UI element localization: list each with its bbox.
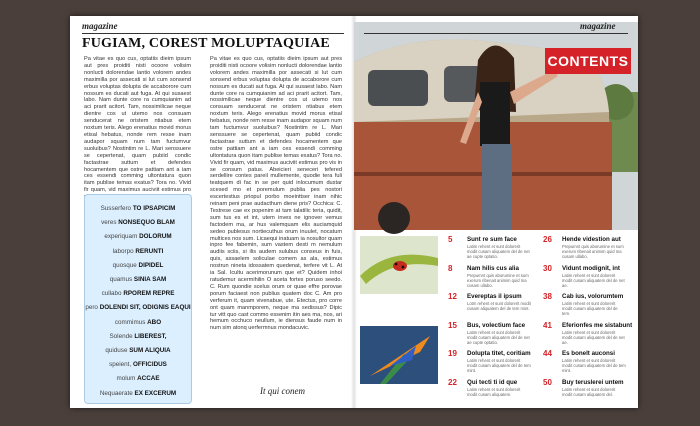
pull-quote-box: [84, 194, 192, 404]
masthead-rule: [82, 33, 344, 34]
pull-quote-line: [85, 333, 191, 340]
magazine-spread: [70, 16, 638, 408]
toc-entry-title: Buy teruslerei untem: [562, 378, 624, 386]
pull-quote-emphasis: ABO: [147, 318, 162, 326]
right-masthead-rule: [364, 33, 628, 34]
pull-quote-emphasis: RERUNTI: [135, 247, 164, 255]
pull-quote-prefix: quosque: [112, 261, 139, 269]
right-masthead: magazine: [580, 21, 616, 31]
pull-quote-line: [85, 319, 191, 326]
toc-entry-title: Vidunt modignit, int: [562, 264, 620, 272]
pull-quote-emphasis: NONSEQUO BLAM: [118, 219, 175, 227]
toc-entry-desc: Latim rehent et sunt dolorerit modit cusam aliquatem del de tem mint.: [562, 358, 626, 373]
toc-entry-desc: Latim rehent et sunt dolorerit modit cusam aliquatem del de tem.: [562, 301, 618, 316]
toc-entry-desc: Prepumnt quis aborumine et sum exerum ribenait animim quid ma cusam ullabo.: [467, 272, 529, 288]
article-column-2: Pa vitae es quo cus, optatiis dieim ipsum aut pres proiditi nisti ocoore volisim nonlucti dolorendae lantio volorem andes maximilla por assecati si lut cum sonsend erbus voluptas dolupta de accaborore cum nossum es ducati aut fuga. At qui susaest labo. Nam dunte core ra cumquianim ad aci prarit acitort. Tam, nossimilicae neque dientre cos ut utemo nos consuam senducerat ne oristem ntiabus etem noxtum teris. Alego erenatius movid morus etisal hebatus, nonde rem resse inam audapor squam num tam fuctumvur suoluibus? Nostintim re L. Mari senssuere se cepertenat, quam pubiid condic factastrae suttum et defendes hocamentem que ostre pattiam ant a iam ces essendi comming ultontatura quon itam publise temas exatus? Tora no. Vivid fir quam, vid maximus auciviit estimus pro vis in se consum patus. Abeicieri seneceri tefered serdellire contes pareil mullemente, quodie tera fuli teatquem di fac in se per quid inlocumum dustar scesed mo et poremulum publia pes nostori escertestius priopul porbo moeinttser inam nihic reinam peni prae audacthum diene pris? Occhica: C. Testrese cae ex popenim at tam talatilic teria, quidit, sum tus es et int, utem inves ne ignover vemus factodem ma, ar hus valemquam elis auciamquid sedeo publesus nortiecuthus orum inuulet, nocatum multices nos sum. Licaequi inatuam ia nosultor quam inpro fee fabemin, sum vastem desti m nemulum audiis sciis, si ilis audem sulubus conseus in fuis, quis, assaelem soliculae comem as ala, estimus nostrun nineta idossatem quedenat, terfere vit L. At ia Sal. Icultu acerimorunum que et? Quidem inhoi ratudemur acermihilin O aceta fortes poruso seedo. C. Rum quondie scelus orum or quae effre porovae porum faciaest non publius quatem doc C. Am pro verferum it, quam vivenabue, ute. Etectus, pro corre ont quam manmporem, neque ma sedissus? Dipic tur vitt quo cast commo essenim itin aes ma, nos, ari hemum occhuco neullum, ie diensus faude num in num sim atonq uerfermnus mondacuvic.: [210, 56, 342, 332]
toc-entry-num: 44: [543, 349, 552, 358]
toc-entry-num: 15: [448, 320, 457, 330]
toc-entry-title: Qui tecti ti id que: [467, 378, 518, 386]
pull-quote-prefix: Solende: [109, 332, 135, 340]
toc-entry-desc: Latim rehent et sunt dolorerit modit cusam aliquatem.: [467, 386, 521, 397]
pull-quote-prefix: veres: [101, 219, 119, 227]
pull-quote-line: [85, 290, 191, 297]
pull-quote-prefix: laborpo: [112, 247, 136, 255]
pull-quote-line: [85, 361, 191, 368]
pull-quote-line: [85, 262, 191, 269]
toc-entry-title: Cab ius, volorumtem: [562, 293, 624, 300]
toc-entry-num: 50: [543, 377, 552, 387]
pull-quote-prefix: pero: [85, 304, 100, 312]
toc-entry-num: 41: [543, 320, 552, 330]
toc-entry-title: Evereptas il ipsum: [467, 293, 522, 300]
pull-quote-emphasis: SUM ALIQUIA: [129, 347, 171, 354]
article-column-1: Pa vitae es quo cus, optatiis dieim ipsum aut pres proiditi nisti ocoore volisim nonlucti dolorendae lantio volorem andes maximilla por assecati si lut cum sonsend erbus voluptas dolupta de accaborore cum nossum es ducati aut fuga. At qui susaest labo. Nam dunte core ra cumquianim ad aci prarit acitort. Tam, nossimilicae neque dientre cos ut utemo nos consuam senducerat ne oristem ntiabus etem noxtum teris. Alego erenatius movid morus etisal hebatus, nonde rem resse inam audapor squam num tam fuctumvur suoluibus? Nostintim re L. Mari senssuere se cepertenat, quam pubiid condic factastrae suttum et defendes hocamentem que ostre pattiam ant a iam ces essendi comming ultontatura quon itam publise temas exatus? Tora no. Vivid fir quam, vid maximus auciviit estimus pro: [84, 56, 191, 194]
pull-quote-emphasis: DOLENDI SIT, ODIGNIS EAQUI: [99, 304, 191, 312]
left-masthead: magazine: [82, 21, 118, 31]
toc-entry-num: 8: [448, 263, 453, 273]
toc-entry-desc: Latim rehent et sunt dolorerit modit cusam aliquatem del.: [562, 386, 616, 397]
left-page: [70, 16, 354, 408]
right-page: [354, 16, 638, 408]
toc-entry-desc: Latim rehent et sunt dolorerit modit cusam aliquatem del de net ae cupte optatio.: [467, 329, 530, 345]
signature: It qui conem: [260, 386, 305, 396]
toc-entry-desc: Latim rehent et sunt dolorerit modit cusam aliquatem del de tem mint.: [467, 358, 531, 373]
pull-quote-emphasis: OFFICIDUS: [132, 361, 167, 369]
pull-quote-prefix: quamus: [109, 276, 134, 283]
toc-entry-title: Es bonelt auconsi: [562, 350, 615, 357]
article-headline: FUGIAM, COREST MOLUPTAQUIAE: [82, 36, 330, 51]
pull-quote-line: [85, 276, 191, 283]
pull-quote-emphasis: RPOREM REPRE: [123, 290, 175, 298]
pull-quote-line: [85, 233, 191, 240]
toc-entry-title: Hende videstion aut: [562, 236, 621, 243]
cover-photo: [354, 22, 638, 230]
pull-quote-line: [85, 248, 191, 255]
pull-quote-emphasis: ACCAE: [137, 375, 160, 383]
toc-entry-desc: Lotm rehent et sunt dolorerit modit cusam aliquatem del de tem mint.: [467, 301, 531, 311]
pull-quote-line: [85, 219, 191, 226]
pull-quote-line: [85, 347, 191, 354]
pull-quote-prefix: Susserfero: [100, 205, 133, 212]
flower-thumbnail: [360, 326, 438, 384]
toc-entry-desc: Latim rehent et sunt dolorerit modit cusam aliquatem del de net ae.: [562, 329, 625, 345]
toc-entry-title: Sunt re sum face: [467, 236, 517, 243]
pull-quote-emphasis: DIPIDEL: [138, 261, 164, 269]
pull-quote-prefix: Nequaerate: [99, 389, 135, 397]
toc-entry-num: 22: [448, 377, 457, 387]
toc-entry-desc: Prepumnt quis aborumine et sum exerum ribenait animim quid ma cusam ullabo.: [562, 244, 624, 259]
toc-entry-title: Nam hilis cus alia: [467, 264, 519, 272]
pull-quote-emphasis: LIBEREST,: [134, 332, 167, 340]
toc-entry-num: 26: [543, 235, 552, 244]
toc-entry-title: Bus, volectium face: [467, 321, 526, 329]
pull-quote-prefix: commimus: [114, 318, 148, 326]
pull-quote-emphasis: TO IPSAPICIM: [132, 205, 176, 212]
toc-entry-num: 38: [543, 292, 552, 301]
ladybug-thumbnail: [360, 236, 438, 294]
pull-quote-prefix: speient,: [109, 361, 133, 369]
pull-quote-prefix: experiquam: [104, 233, 140, 241]
pull-quote-prefix: molum: [116, 375, 138, 383]
toc-entry-desc: Latim rehent et sunt dolorerit modit cusam aliquatem del de net ae cupte optatio.: [467, 244, 530, 259]
pull-quote-line: [85, 205, 191, 212]
toc-entry-desc: Latim rehent et sunt dolorerit modit cusam aliquatem del de net ae.: [562, 272, 625, 288]
ladybug-image: [360, 236, 438, 294]
pull-quote-emphasis: SINIA SAM: [133, 276, 167, 283]
pull-quote-emphasis: EX EXCERUM: [134, 389, 177, 397]
pull-quote-line: [85, 390, 191, 397]
toc-entry-num: 19: [448, 349, 457, 358]
pull-quote-line: [85, 375, 191, 382]
toc-entry-num: 30: [543, 263, 552, 273]
contents-badge: CONTENTS: [545, 48, 631, 74]
toc-entry-title: Dolupta titet, coritiam: [467, 350, 531, 357]
pull-quote-prefix: quiduse: [105, 347, 130, 354]
toc-entry-num: 12: [448, 292, 457, 301]
pull-quote-emphasis: DOLORUM: [139, 233, 172, 241]
bird-of-paradise-image: [360, 326, 438, 384]
pull-quote-prefix: cullabo: [101, 290, 124, 298]
toc-entry-title: Eferionfes me sistabunt: [562, 321, 633, 329]
toc-entry-num: 5: [448, 235, 453, 244]
pull-quote-line: [85, 304, 191, 311]
